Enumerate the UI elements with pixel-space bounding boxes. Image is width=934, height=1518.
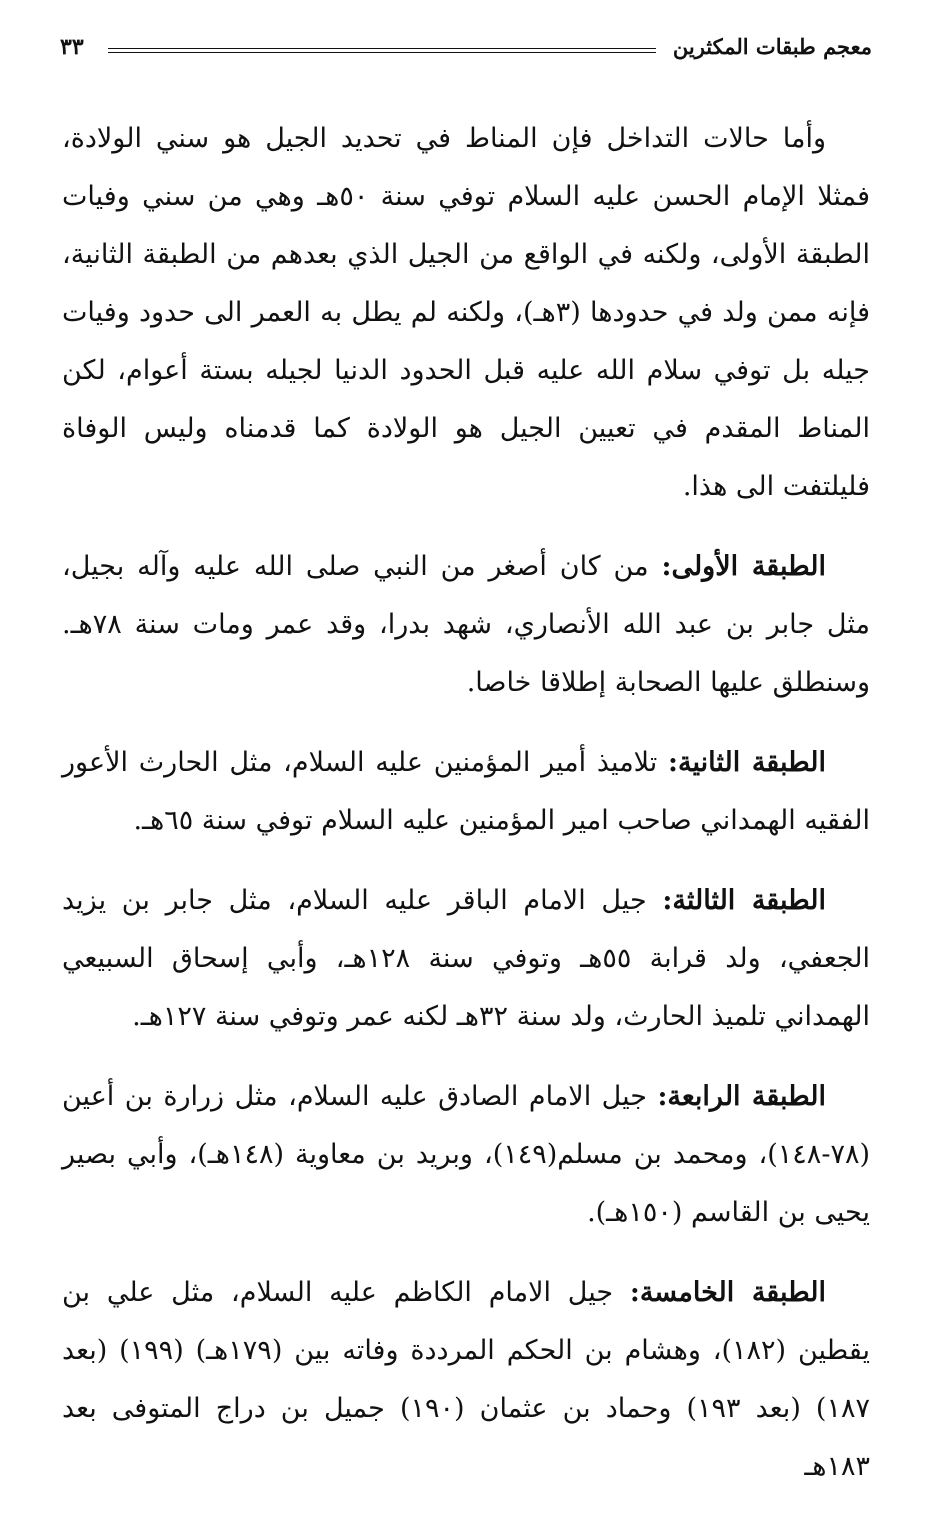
paragraph-tabaqa-1 <box>62 538 870 712</box>
section-term: الطبقة الثانية: <box>668 747 826 778</box>
paragraph-text: جيل الامام الكاظم عليه السلام، مثل علي بن يقطين (١٨٢)، وهشام بن الحكم المرددة وفاته بين (١٧٩هـ) (١٩٩) (بعد ١٨٧) (بعد ١٩٣) وحماد بن عثمان (١٩٠) جميل بن دراج المتوفى بعد ١٨٣هـ <box>62 1277 870 1482</box>
paragraph-text: تلاميذ أمير المؤمنين عليه السلام، مثل الحارث الأعور الفقيه الهمداني صاحب امير المؤمنين عليه السلام توفي سنة ٦٥هـ. <box>62 747 870 836</box>
paragraph-intro <box>62 110 870 516</box>
paragraph-tabaqa-3 <box>62 872 870 1046</box>
section-term: الطبقة الخامسة: <box>629 1277 826 1308</box>
header-divider-line <box>108 48 656 49</box>
paragraph-tabaqa-2 <box>62 734 870 850</box>
paragraph-text: جيل الامام الباقر عليه السلام، مثل جابر بن يزيد الجعفي، ولد قرابة ٥٥هـ وتوفي سنة ١٢٨هـ، وأبي إسحاق السبيعي الهمداني تلميذ الحارث، ولد سنة ٣٢هـ لكنه عمر وتوفي سنة ١٢٧هـ. <box>62 885 871 1032</box>
body-text <box>62 110 870 1518</box>
paragraph-text: وأما حالات التداخل فإن المناط في تحديد الجيل هو سني الولادة، فمثلا الإمام الحسن عليه السلام توفي سنة ٥٠هـ وهي من سني وفيات الطبقة الأولى، ولكنه في الواقع من الجيل الذي بعدهم من الطبقة الثانية، فإنه ممن ولد في حدودها (٣هـ)، ولكنه لم يطل به العمر الى حدود وفيات جيله بل توفي سلام الله عليه قبل الحدود الدنيا لجيله بستة أعوام، لكن المناط المقدم في تعيين الجيل هو الولادة كما قدمناه وليس الوفاة فليلتفت الى هذا. <box>62 123 870 502</box>
section-term: الطبقة الأولى: <box>661 551 826 582</box>
running-header-title: معجم طبقات المكثرين <box>672 34 872 59</box>
paragraph-tabaqa-5 <box>62 1264 870 1496</box>
section-term: الطبقة الثالثة: <box>662 885 826 916</box>
paragraph-tabaqa-4 <box>62 1068 870 1242</box>
paragraph-text: من كان أصغر من النبي صلى الله عليه وآله بجيل، مثل جابر بن عبد الله الأنصاري، شهد بدرا، وقد عمر ومات سنة ٧٨هـ. وسنطلق عليها الصحابة إطلاقا خاصا. <box>62 551 870 698</box>
page-number: ٣٣ <box>60 34 84 60</box>
running-header <box>60 30 872 70</box>
section-term: الطبقة الرابعة: <box>657 1081 826 1112</box>
paragraph-text: جيل الامام الصادق عليه السلام، مثل زرارة بن أعين (٧٨-١٤٨)، ومحمد بن مسلم(١٤٩)، وبريد بن معاوية (١٤٨هـ)، وأبي بصير يحيى بن القاسم (١٥٠هـ). <box>62 1081 870 1228</box>
